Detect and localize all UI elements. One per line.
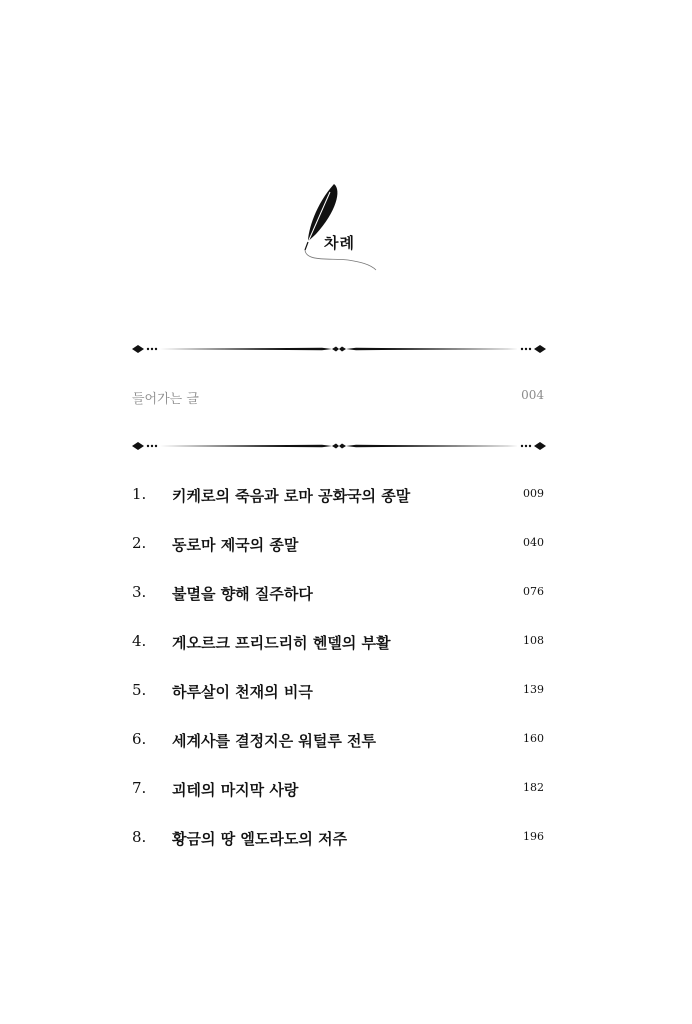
chapter-title: 괴테의 마지막 사랑 bbox=[172, 781, 299, 799]
chapter-row[interactable] bbox=[132, 583, 544, 632]
chapter-list bbox=[132, 485, 544, 877]
chapter-number: 3. bbox=[132, 583, 147, 601]
chapter-title: 동로마 제국의 종말 bbox=[172, 536, 299, 554]
chapter-page: 160 bbox=[523, 732, 544, 745]
intro-label: 들어가는 글 bbox=[132, 392, 199, 407]
chapter-row[interactable] bbox=[132, 485, 544, 534]
toc-intro-row[interactable] bbox=[132, 388, 544, 410]
chapter-row[interactable] bbox=[132, 632, 544, 681]
chapter-number: 6. bbox=[132, 730, 147, 748]
chapter-page: 182 bbox=[523, 781, 544, 794]
ornamental-divider bbox=[132, 342, 546, 356]
chapter-number: 8. bbox=[132, 828, 147, 846]
chapter-page: 076 bbox=[523, 585, 544, 598]
chapter-row[interactable] bbox=[132, 730, 544, 779]
chapter-number: 7. bbox=[132, 779, 147, 797]
chapter-number: 5. bbox=[132, 681, 147, 699]
chapter-page: 009 bbox=[523, 487, 544, 500]
chapter-title: 하루살이 천재의 비극 bbox=[172, 683, 313, 701]
page-title: 차례 bbox=[324, 234, 355, 252]
chapter-title: 황금의 땅 엘도라도의 저주 bbox=[172, 830, 348, 848]
ornamental-divider bbox=[132, 439, 546, 453]
chapter-title: 불멸을 향해 질주하다 bbox=[172, 585, 313, 603]
chapter-row[interactable] bbox=[132, 681, 544, 730]
chapter-row[interactable] bbox=[132, 779, 544, 828]
intro-page: 004 bbox=[521, 388, 544, 402]
chapter-title: 키케로의 죽음과 로마 공화국의 종말 bbox=[172, 487, 411, 505]
toc-header bbox=[290, 178, 390, 278]
chapter-page: 139 bbox=[523, 683, 544, 696]
chapter-title: 게오르크 프리드리히 헨델의 부활 bbox=[172, 634, 391, 652]
chapter-number: 4. bbox=[132, 632, 147, 650]
chapter-row[interactable] bbox=[132, 534, 544, 583]
chapter-title: 세계사를 결정지은 워털루 전투 bbox=[172, 732, 377, 750]
chapter-number: 1. bbox=[132, 485, 147, 503]
chapter-page: 196 bbox=[523, 830, 544, 843]
chapter-page: 040 bbox=[523, 536, 544, 549]
chapter-page: 108 bbox=[523, 634, 544, 647]
quill-feather-icon bbox=[290, 178, 390, 278]
chapter-number: 2. bbox=[132, 534, 147, 552]
chapter-row[interactable] bbox=[132, 828, 544, 877]
